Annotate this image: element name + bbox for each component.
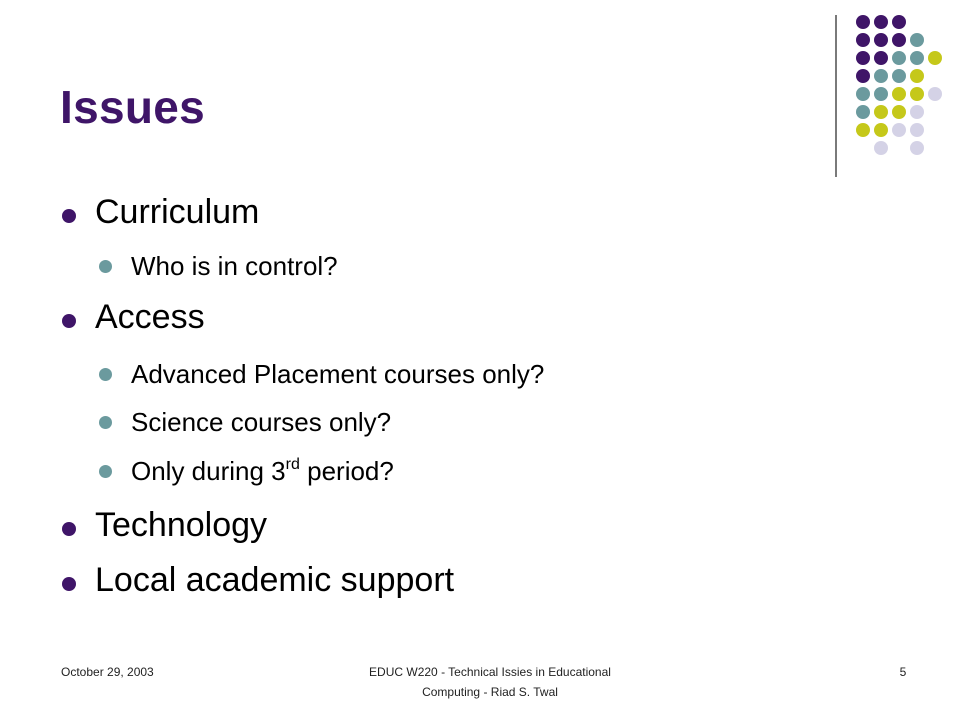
footer-course-line: EDUC W220 - Technical Issies in Educational	[369, 665, 611, 679]
ordinal-suffix: rd	[285, 456, 300, 473]
sub-bullet-dot-icon	[99, 260, 112, 273]
bullet-item-curriculum: Curriculum	[95, 193, 260, 231]
sub-bullet-dot-icon	[99, 465, 112, 478]
bullet-dot-icon	[62, 522, 76, 536]
bullet-item-technology: Technology	[95, 506, 268, 544]
bullet-item-access: Access	[95, 298, 205, 336]
sub-bullet-text: Only during 3	[131, 456, 286, 486]
bullet-dot-icon	[62, 314, 76, 328]
bullet-item-local-academic-support: Local academic support	[95, 561, 455, 599]
footer-course-title	[340, 662, 640, 702]
sub-bullet-text: period?	[299, 456, 394, 486]
bullet-dot-icon	[62, 209, 76, 223]
sub-bullet-item	[131, 455, 394, 487]
sub-bullet-dot-icon	[99, 368, 112, 381]
sub-bullet-item: Who is in control?	[131, 251, 338, 281]
footer-date: October 29, 2003	[61, 665, 154, 679]
bullet-dot-icon	[62, 577, 76, 591]
sub-bullet-item: Advanced Placement courses only?	[131, 359, 545, 389]
slide-title: Issues	[60, 81, 206, 133]
page-number: 5	[899, 665, 907, 679]
sub-bullet-item: Science courses only?	[131, 407, 392, 437]
sub-bullet-dot-icon	[99, 416, 112, 429]
footer-course-line: Computing - Riad S. Twal	[422, 685, 558, 699]
